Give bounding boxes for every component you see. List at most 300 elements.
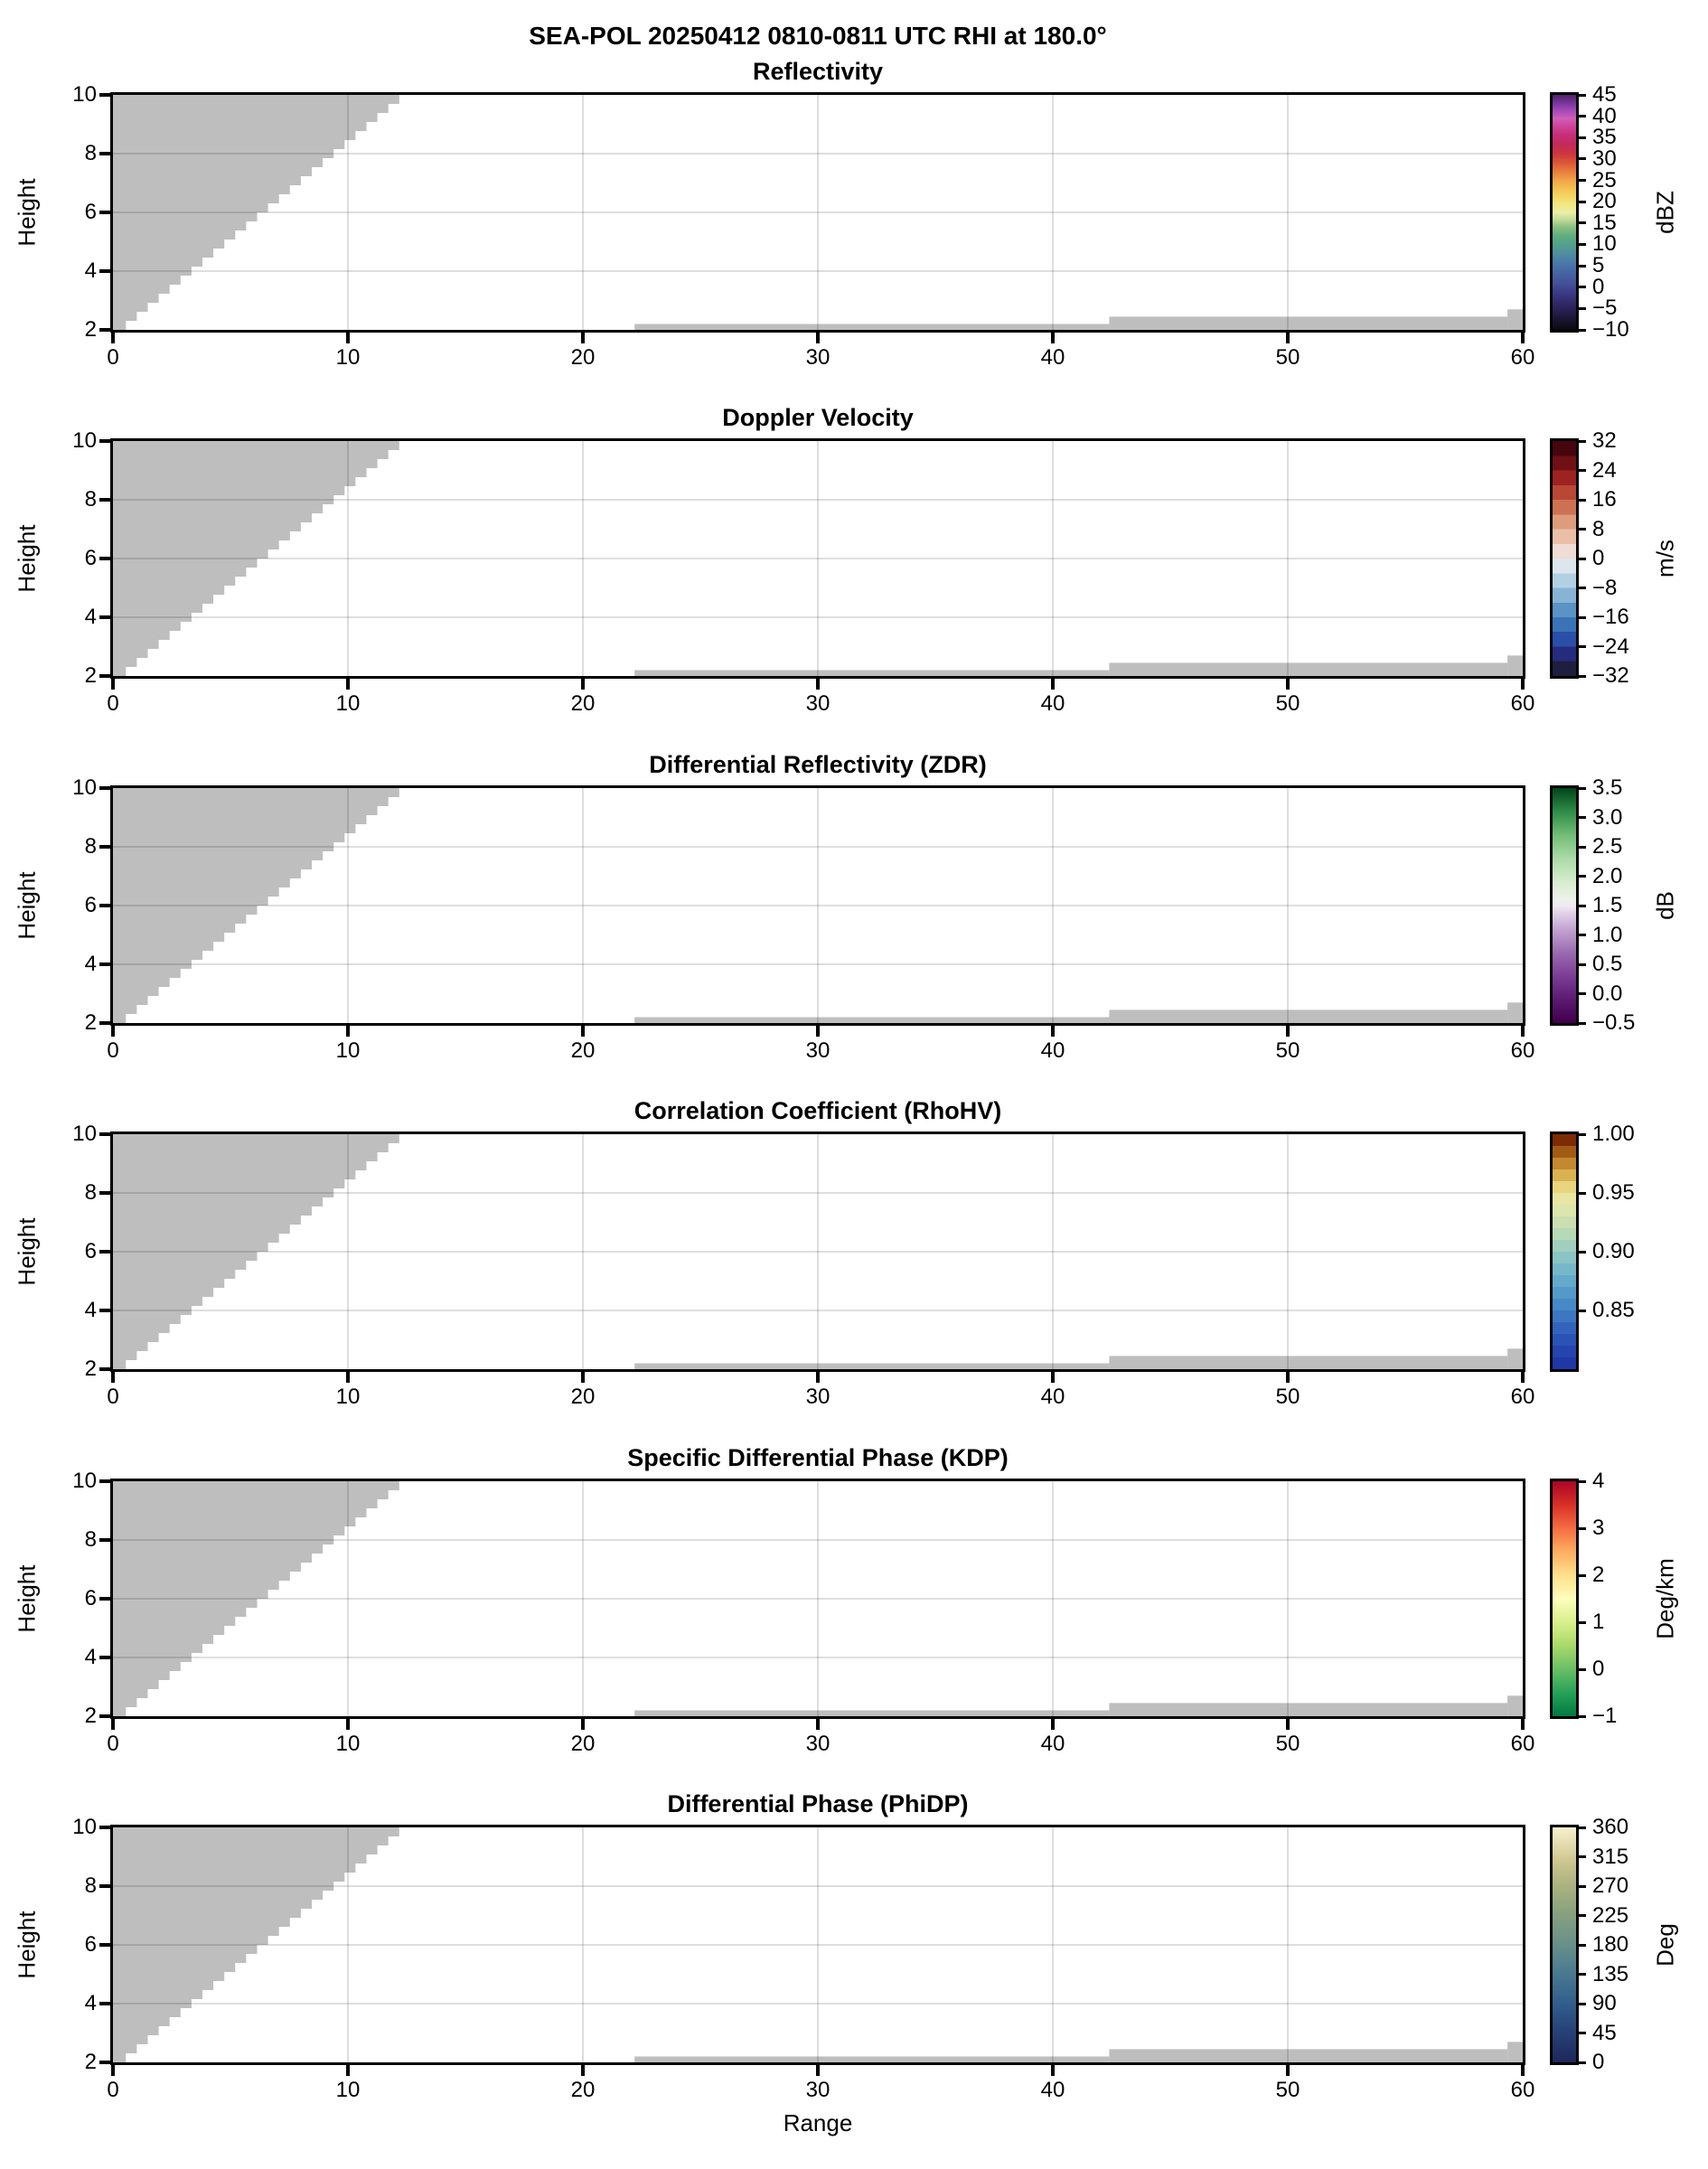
- panel-title: Correlation Coefficient (RhoHV): [633, 1097, 1002, 1124]
- y-tick-label: 4: [84, 605, 97, 629]
- x-tick-label: 50: [1275, 2078, 1300, 2102]
- colorbar-tick-label: 0.0: [1592, 981, 1623, 1006]
- colorbar-tick-label: 32: [1592, 428, 1617, 453]
- mask-strip: [1109, 1009, 1507, 1023]
- x-tick: [1286, 333, 1290, 343]
- x-tick-label: 0: [107, 1038, 119, 1063]
- colorbar-tick-label: 3.0: [1592, 804, 1623, 830]
- y-tick: [99, 1021, 110, 1025]
- x-tick-label: 0: [107, 1385, 119, 1409]
- x-tick-label: 50: [1275, 345, 1300, 370]
- mask-strip: [1507, 655, 1523, 676]
- colorbar-tick: [1576, 307, 1586, 310]
- colorbar-tick: [1576, 329, 1586, 332]
- y-tick-label: 8: [84, 1873, 97, 1898]
- mask-strip: [1507, 309, 1523, 330]
- colorbar-tick-label: −16: [1592, 605, 1629, 629]
- colorbar-tick-label: 0.85: [1592, 1298, 1635, 1322]
- x-tick: [1286, 2065, 1290, 2076]
- colorbar-tick: [1576, 1574, 1586, 1577]
- x-tick: [1286, 679, 1290, 690]
- mask-strip: [1109, 1356, 1507, 1369]
- x-tick-label: 50: [1275, 691, 1300, 716]
- colorbar-tick-label: 10: [1592, 231, 1617, 257]
- grid-line-horizontal: [113, 846, 1523, 848]
- y-tick: [99, 557, 110, 560]
- x-tick-label: 40: [1040, 1038, 1065, 1063]
- colorbar-tick-label: 1.00: [1592, 1122, 1635, 1146]
- grid-line-horizontal: [113, 1657, 1523, 1658]
- colorbar-tick-label: 1: [1592, 1610, 1605, 1634]
- y-tick: [99, 1132, 110, 1136]
- colorbar-tick: [1576, 1133, 1586, 1136]
- x-tick: [346, 2065, 350, 2076]
- x-tick: [111, 1372, 115, 1383]
- y-axis-label: Height: [13, 1217, 41, 1286]
- colorbar-tick-label: −10: [1592, 317, 1629, 342]
- x-tick: [1521, 1719, 1525, 1730]
- colorbar-tick: [1576, 787, 1586, 790]
- x-tick-label: 40: [1040, 345, 1065, 370]
- x-tick-label: 20: [570, 1732, 596, 1756]
- x-tick-label: 60: [1510, 345, 1535, 370]
- x-tick: [816, 1372, 820, 1383]
- y-tick-label: 8: [84, 141, 97, 165]
- x-tick: [1521, 1026, 1525, 1037]
- colorbar-tick: [1576, 558, 1586, 560]
- grid-line-horizontal: [113, 1192, 1523, 1194]
- colorbar: [1550, 1131, 1579, 1372]
- y-tick: [99, 1367, 110, 1371]
- y-tick: [99, 674, 110, 678]
- colorbar-unit-label: dB: [1651, 891, 1679, 920]
- y-tick: [99, 1538, 110, 1542]
- y-tick-label: 10: [72, 1815, 97, 1839]
- x-tick: [1051, 1026, 1055, 1037]
- x-tick-label: 40: [1040, 1732, 1065, 1756]
- colorbar-tick-label: 2.5: [1592, 834, 1623, 859]
- y-tick: [99, 615, 110, 619]
- y-tick-label: 2: [84, 1357, 97, 1381]
- grid-line-horizontal: [113, 905, 1523, 906]
- x-tick-label: 0: [107, 2078, 119, 2102]
- y-tick: [99, 439, 110, 443]
- x-tick-label: 0: [107, 1732, 119, 1756]
- y-tick-label: 2: [84, 2050, 97, 2074]
- y-tick: [99, 962, 110, 966]
- colorbar-tick: [1576, 645, 1586, 648]
- y-tick-label: 4: [84, 258, 97, 283]
- colorbar-tick: [1576, 201, 1586, 203]
- colorbar-tick-label: 270: [1592, 1873, 1629, 1898]
- x-tick-label: 0: [107, 691, 119, 716]
- colorbar-tick: [1576, 286, 1586, 288]
- colorbar-tick-label: −8: [1592, 575, 1618, 600]
- colorbar-tick-label: 0.90: [1592, 1239, 1635, 1263]
- colorbar-tick: [1576, 675, 1586, 678]
- y-tick-label: 6: [84, 1932, 97, 1957]
- figure-title: SEA-POL 20250412 0810-0811 UTC RHI at 180.0°: [529, 22, 1107, 50]
- colorbar-tick-label: 3.5: [1592, 775, 1623, 800]
- colorbar-tick: [1576, 1621, 1586, 1624]
- x-tick: [1521, 333, 1525, 343]
- panel-title: Specific Differential Phase (KDP): [627, 1444, 1009, 1471]
- colorbar-tick-label: 30: [1592, 146, 1617, 171]
- colorbar-tick: [1576, 1973, 1586, 1976]
- x-tick-label: 40: [1040, 1385, 1065, 1409]
- x-tick: [346, 333, 350, 343]
- x-tick: [581, 1372, 585, 1383]
- x-tick: [816, 679, 820, 690]
- colorbar-tick-label: 135: [1592, 1961, 1629, 1986]
- x-tick-label: 50: [1275, 1732, 1300, 1756]
- x-tick: [581, 2065, 585, 2076]
- grid-line-horizontal: [113, 1944, 1523, 1946]
- x-tick: [346, 679, 350, 690]
- colorbar-tick: [1576, 1885, 1586, 1888]
- colorbar-tick-label: 1.0: [1592, 922, 1623, 947]
- colorbar-tick-label: 8: [1592, 516, 1605, 541]
- mask-strip: [634, 1018, 1109, 1024]
- grid-line-horizontal: [113, 270, 1523, 272]
- colorbar-tick: [1576, 992, 1586, 995]
- grid-line-horizontal: [113, 153, 1523, 155]
- colorbar-tick-label: 0: [1592, 546, 1605, 570]
- colorbar: [1550, 438, 1579, 679]
- colorbar-tick: [1576, 2032, 1586, 2034]
- colorbar-tick: [1576, 1944, 1586, 1947]
- grid-line-horizontal: [113, 211, 1523, 213]
- y-tick-label: 4: [84, 1645, 97, 1669]
- x-tick: [1286, 1372, 1290, 1383]
- y-tick-label: 10: [72, 428, 97, 453]
- colorbar-tick: [1576, 934, 1586, 936]
- colorbar-tick: [1576, 905, 1586, 907]
- mask-strip: [634, 1711, 1109, 1717]
- y-tick-label: 4: [84, 1298, 97, 1322]
- x-tick-label: 60: [1510, 1038, 1535, 1063]
- y-axis-label: Height: [13, 871, 41, 940]
- colorbar-unit-label: Deg: [1651, 1923, 1679, 1967]
- x-tick-label: 30: [805, 345, 831, 370]
- colorbar: [1550, 785, 1579, 1026]
- grid-line-horizontal: [113, 1539, 1523, 1541]
- y-tick-label: 8: [84, 834, 97, 859]
- y-tick-label: 10: [72, 1122, 97, 1146]
- y-tick-label: 6: [84, 200, 97, 224]
- x-tick-label: 40: [1040, 691, 1065, 716]
- colorbar-tick-label: 15: [1592, 210, 1617, 235]
- y-tick-label: 8: [84, 487, 97, 512]
- colorbar-tick-label: 315: [1592, 1844, 1629, 1869]
- colorbar-tick: [1576, 94, 1586, 97]
- x-tick-label: 50: [1275, 1038, 1300, 1063]
- colorbar-unit-label: m/s: [1651, 540, 1679, 577]
- colorbar: [1550, 1825, 1579, 2065]
- mask-strip: [1507, 1348, 1523, 1369]
- x-tick-label: 30: [805, 1732, 831, 1756]
- colorbar-tick: [1576, 469, 1586, 472]
- colorbar-tick-label: −5: [1592, 296, 1618, 321]
- panel-title: Doppler Velocity: [722, 404, 914, 431]
- y-tick-label: 6: [84, 546, 97, 570]
- colorbar-tick: [1576, 1310, 1586, 1312]
- y-tick: [99, 2061, 110, 2064]
- grid-line-horizontal: [113, 963, 1523, 965]
- x-tick: [816, 1026, 820, 1037]
- colorbar-tick: [1576, 587, 1586, 589]
- x-tick: [581, 333, 585, 343]
- y-tick: [99, 904, 110, 907]
- y-tick-label: 8: [84, 1527, 97, 1552]
- colorbar-tick: [1576, 1668, 1586, 1671]
- colorbar-tick: [1576, 1855, 1586, 1858]
- y-tick: [99, 269, 110, 273]
- y-tick-label: 2: [84, 663, 97, 688]
- x-tick-label: 60: [1510, 1385, 1535, 1409]
- y-tick-label: 6: [84, 893, 97, 917]
- colorbar-tick-label: 24: [1592, 457, 1617, 483]
- grid-line-horizontal: [113, 1598, 1523, 1600]
- colorbar-tick: [1576, 2061, 1586, 2064]
- colorbar-tick: [1576, 846, 1586, 849]
- colorbar-tick: [1576, 136, 1586, 139]
- x-tick: [346, 1372, 350, 1383]
- y-tick: [99, 1250, 110, 1254]
- x-tick-label: 20: [570, 2078, 596, 2102]
- colorbar-tick-label: 3: [1592, 1516, 1605, 1540]
- x-tick-label: 10: [335, 1732, 361, 1756]
- mask-strip: [634, 2057, 1109, 2063]
- mask-strip: [1109, 1703, 1507, 1716]
- colorbar-tick-label: 45: [1592, 82, 1617, 107]
- x-tick: [581, 679, 585, 690]
- x-tick: [111, 2065, 115, 2076]
- colorbar-tick: [1576, 1251, 1586, 1254]
- mask-strip: [1109, 316, 1507, 330]
- x-tick-label: 30: [805, 691, 831, 716]
- y-tick: [99, 1884, 110, 1888]
- colorbar: [1550, 92, 1579, 333]
- x-tick: [1051, 333, 1055, 343]
- colorbar-tick-label: 5: [1592, 253, 1605, 278]
- x-tick: [816, 2065, 820, 2076]
- x-tick: [1051, 679, 1055, 690]
- colorbar-tick-label: 0.95: [1592, 1180, 1635, 1205]
- y-tick-label: 10: [72, 82, 97, 107]
- x-tick: [111, 679, 115, 690]
- y-tick: [99, 1597, 110, 1601]
- colorbar-tick-label: 2.0: [1592, 863, 1623, 888]
- panel-title: Differential Phase (PhiDP): [667, 1790, 969, 1817]
- mask-strip: [634, 1364, 1109, 1370]
- colorbar-unit-label: dBZ: [1651, 191, 1679, 234]
- x-tick-label: 40: [1040, 2078, 1065, 2102]
- x-tick: [1521, 679, 1525, 690]
- colorbar-tick-label: 4: [1592, 1469, 1605, 1493]
- x-tick: [816, 1719, 820, 1730]
- y-tick-label: 4: [84, 952, 97, 976]
- grid-line-horizontal: [113, 616, 1523, 618]
- colorbar-tick: [1576, 1914, 1586, 1917]
- colorbar-tick-label: 1.5: [1592, 893, 1623, 917]
- colorbar-tick: [1576, 1480, 1586, 1483]
- grid-line-horizontal: [113, 499, 1523, 501]
- colorbar-tick-label: 40: [1592, 103, 1617, 128]
- colorbar-tick-label: 35: [1592, 125, 1617, 150]
- colorbar-tick: [1576, 963, 1586, 966]
- colorbar-unit-label: Deg/km: [1651, 1558, 1679, 1639]
- x-tick: [581, 1719, 585, 1730]
- y-tick: [99, 1826, 110, 1829]
- x-tick-label: 20: [570, 1038, 596, 1063]
- colorbar-tick-label: 180: [1592, 1932, 1629, 1957]
- colorbar-tick: [1576, 221, 1586, 224]
- x-tick: [1521, 2065, 1525, 2076]
- y-tick: [99, 1309, 110, 1312]
- x-tick-label: 10: [335, 1385, 361, 1409]
- x-tick-label: 60: [1510, 1732, 1535, 1756]
- colorbar-tick: [1576, 1715, 1586, 1718]
- x-tick-label: 10: [335, 2078, 361, 2102]
- y-tick: [99, 328, 110, 332]
- colorbar-tick: [1576, 616, 1586, 619]
- colorbar-tick-label: 360: [1592, 1815, 1629, 1839]
- y-axis-label: Height: [13, 1564, 41, 1633]
- y-tick: [99, 498, 110, 502]
- mask-strip: [1507, 2042, 1523, 2062]
- colorbar-tick-label: 45: [1592, 2020, 1617, 2045]
- grid-line-horizontal: [113, 2003, 1523, 2005]
- colorbar-tick-label: 0: [1592, 274, 1605, 299]
- y-tick: [99, 1191, 110, 1195]
- colorbar-tick: [1576, 243, 1586, 246]
- x-tick-label: 30: [805, 1038, 831, 1063]
- colorbar-tick: [1576, 1022, 1586, 1025]
- x-tick: [111, 1719, 115, 1730]
- x-tick-label: 60: [1510, 2078, 1535, 2102]
- x-tick-label: 30: [805, 1385, 831, 1409]
- colorbar-tick: [1576, 1527, 1586, 1530]
- x-tick-label: 10: [335, 1038, 361, 1063]
- mask-strip: [1109, 662, 1507, 676]
- colorbar-tick-label: 2: [1592, 1563, 1605, 1587]
- x-tick-label: 50: [1275, 1385, 1300, 1409]
- colorbar-tick-label: 16: [1592, 487, 1617, 512]
- x-tick-label: 30: [805, 2078, 831, 2102]
- colorbar-tick-label: 20: [1592, 189, 1617, 214]
- x-tick: [816, 333, 820, 343]
- y-tick: [99, 786, 110, 790]
- x-tick-label: 0: [107, 345, 119, 370]
- y-tick: [99, 152, 110, 155]
- colorbar: [1550, 1479, 1579, 1719]
- x-tick: [346, 1719, 350, 1730]
- colorbar-tick: [1576, 816, 1586, 819]
- x-tick: [1051, 1372, 1055, 1383]
- y-tick: [99, 1943, 110, 1947]
- y-tick-label: 10: [72, 775, 97, 800]
- colorbar-tick: [1576, 440, 1586, 443]
- x-tick-label: 20: [570, 345, 596, 370]
- x-tick: [111, 1026, 115, 1037]
- x-tick: [581, 1026, 585, 1037]
- colorbar-tick: [1576, 265, 1586, 268]
- y-tick-label: 2: [84, 317, 97, 342]
- colorbar-tick-label: 90: [1592, 1991, 1617, 2015]
- colorbar-tick-label: 0: [1592, 1657, 1605, 1681]
- x-tick-label: 60: [1510, 691, 1535, 716]
- y-tick-label: 8: [84, 1180, 97, 1205]
- y-tick-label: 2: [84, 1010, 97, 1035]
- y-axis-label: Height: [13, 524, 41, 593]
- y-tick-label: 10: [72, 1469, 97, 1493]
- y-tick-label: 6: [84, 1239, 97, 1263]
- panel-title: Differential Reflectivity (ZDR): [649, 751, 987, 778]
- grid-line-horizontal: [113, 558, 1523, 559]
- mask-strip: [1507, 1002, 1523, 1023]
- x-tick: [1286, 1719, 1290, 1730]
- mask-strip: [1507, 1695, 1523, 1716]
- y-tick: [99, 845, 110, 849]
- y-tick: [99, 1714, 110, 1718]
- colorbar-tick-label: −1: [1592, 1704, 1618, 1728]
- colorbar-tick-label: 225: [1592, 1902, 1629, 1928]
- x-tick: [1051, 2065, 1055, 2076]
- x-tick-label: 20: [570, 1385, 596, 1409]
- y-tick: [99, 211, 110, 214]
- y-tick-label: 2: [84, 1704, 97, 1728]
- colorbar-tick-label: −32: [1592, 663, 1629, 688]
- colorbar-tick: [1576, 499, 1586, 502]
- colorbar-tick: [1576, 528, 1586, 531]
- colorbar-tick: [1576, 1192, 1586, 1195]
- grid-line-horizontal: [113, 1885, 1523, 1887]
- colorbar-tick: [1576, 1826, 1586, 1829]
- x-tick: [346, 1026, 350, 1037]
- x-tick-label: 20: [570, 691, 596, 716]
- colorbar-tick: [1576, 115, 1586, 117]
- x-tick: [1521, 1372, 1525, 1383]
- panel-title: Reflectivity: [752, 58, 884, 85]
- x-tick: [1051, 1719, 1055, 1730]
- x-axis-label: Range: [783, 2109, 853, 2136]
- colorbar-tick-label: 0: [1592, 2050, 1605, 2074]
- y-tick-label: 6: [84, 1586, 97, 1610]
- y-tick: [99, 2002, 110, 2005]
- y-axis-label: Height: [13, 178, 41, 247]
- mask-strip: [634, 671, 1109, 677]
- colorbar-tick-label: −24: [1592, 634, 1629, 659]
- mask-strip: [634, 324, 1109, 331]
- x-tick-label: 10: [335, 691, 361, 716]
- colorbar-tick-label: 25: [1592, 167, 1617, 192]
- y-tick-label: 4: [84, 1991, 97, 2015]
- x-tick: [111, 333, 115, 343]
- y-tick: [99, 1479, 110, 1483]
- colorbar-tick: [1576, 179, 1586, 182]
- y-tick: [99, 1656, 110, 1659]
- mask-strip: [1109, 2049, 1507, 2062]
- grid-line-horizontal: [113, 1251, 1523, 1253]
- y-axis-label: Height: [13, 1911, 41, 1979]
- grid-line-horizontal: [113, 1310, 1523, 1311]
- colorbar-tick-label: −0.5: [1592, 1010, 1636, 1035]
- x-tick: [1286, 1026, 1290, 1037]
- y-tick: [99, 93, 110, 97]
- x-tick-label: 10: [335, 345, 361, 370]
- colorbar-tick-label: 0.5: [1592, 952, 1623, 976]
